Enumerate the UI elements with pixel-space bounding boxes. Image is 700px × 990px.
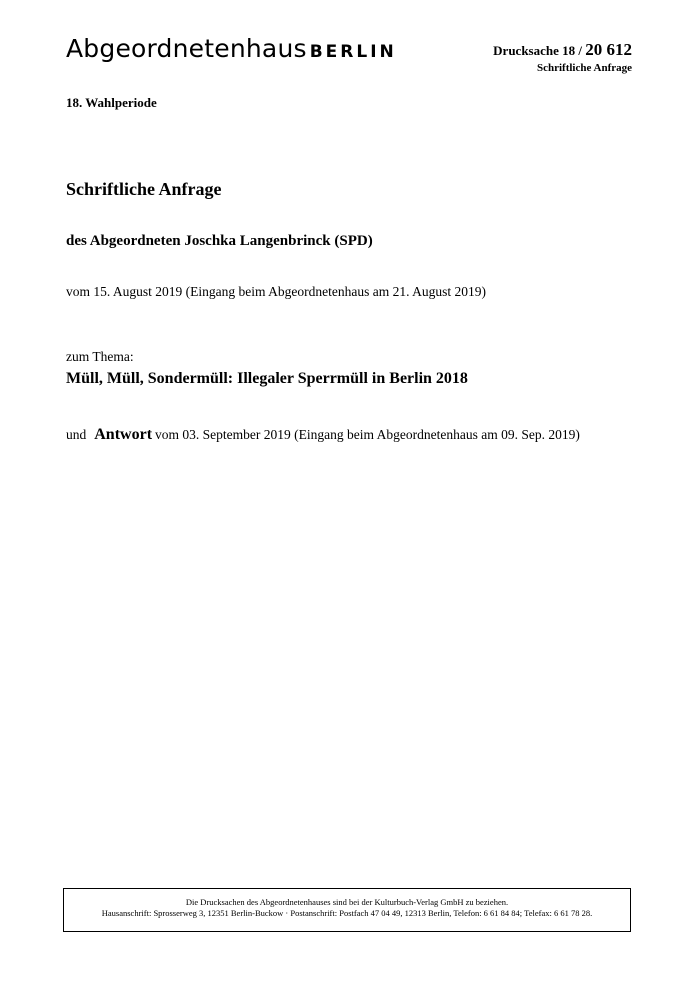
answer-prefix: und xyxy=(66,427,87,442)
topic-title: Müll, Müll, Sondermüll: Illegaler Sperrmüll in Berlin 2018 xyxy=(66,370,468,387)
drucksache-separator: / xyxy=(578,43,582,58)
footer-box xyxy=(63,888,631,932)
author-line: des Abgeordneten Joschka Langenbrinck (SPD) xyxy=(66,233,373,249)
footer-line-1: Die Drucksachen des Abgeordnetenhauses sind bei der Kulturbuch-Verlag GmbH zu beziehen. xyxy=(185,897,509,907)
drucksache-prefix: Drucksache 18 xyxy=(493,43,576,58)
logo-text: Abgeordnetenhaus xyxy=(66,34,307,63)
logo-city: BERLIN xyxy=(309,42,397,62)
drucksache-block xyxy=(493,40,632,76)
document-type: Schriftliche Anfrage xyxy=(536,62,632,75)
wahlperiode: 18. Wahlperiode xyxy=(66,95,157,110)
parliament-logo xyxy=(66,36,397,61)
page-title: Schriftliche Anfrage xyxy=(66,179,222,199)
answer-line xyxy=(66,426,580,444)
answer-label: Antwort xyxy=(94,426,153,443)
topic-label: zum Thema: xyxy=(66,349,134,364)
drucksache-number: 20 612 xyxy=(585,40,632,59)
drucksache-line xyxy=(493,40,632,60)
answer-dates: vom 03. September 2019 (Eingang beim Abgeordnetenhaus am 09. Sep. 2019) xyxy=(155,427,580,442)
footer-line-2: Hausanschrift: Sprosserweg 3, 12351 Berlin-Buckow · Postanschrift: Postfach 47 04 49, 12313 Berlin, Telefon: 6 61 84 84; Telefax: 6 61 78 28. xyxy=(101,908,593,919)
dates-line: vom 15. August 2019 (Eingang beim Abgeordnetenhaus am 21. August 2019) xyxy=(66,284,486,299)
